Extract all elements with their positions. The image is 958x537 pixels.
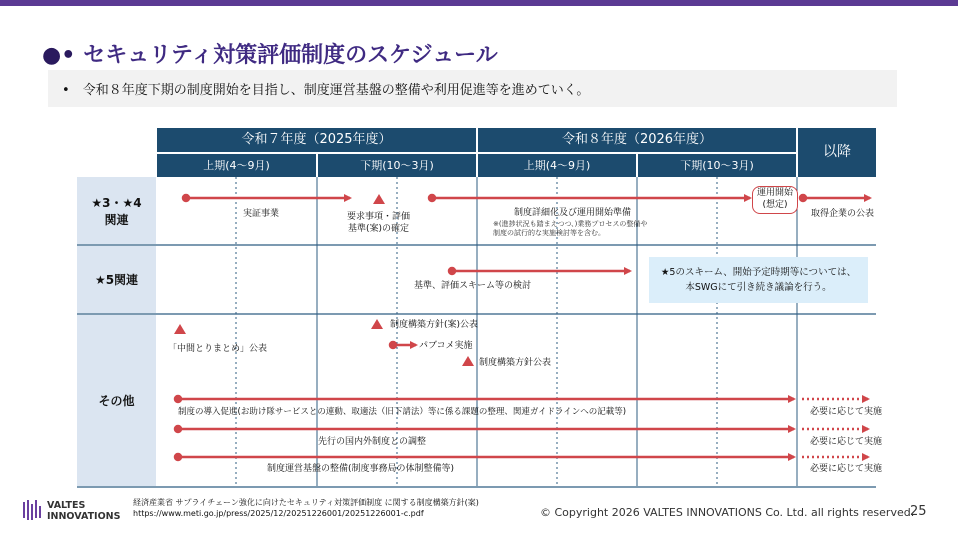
source-citation — [133, 497, 479, 519]
label-line: 基準(案)の確定 — [347, 224, 410, 234]
half-label: 上期(4～9月) — [523, 159, 591, 172]
bubble-line: (想定) — [762, 200, 788, 210]
unyo-start-bubble — [752, 186, 798, 214]
title-bullet: ●• — [42, 43, 76, 68]
label-kokunai: 先行の国内外制度との調整 — [318, 437, 427, 447]
bubble-line: 運用開始 — [756, 188, 793, 198]
arrow-start-dot — [183, 195, 189, 201]
category-label: ★5関連 — [94, 273, 139, 287]
subtitle-bar — [48, 70, 897, 107]
category-other — [77, 315, 156, 486]
after-label: 以降 — [823, 144, 851, 160]
valtes-logo — [22, 498, 42, 526]
subtitle-body: 令和８年度下期の制度開始を目指し、制度運営基盤の整備や利用促進等を進めていく。 — [82, 83, 590, 98]
label-shosai: 制度詳細化及び運用開始準備 — [514, 208, 632, 218]
milestone-triangle — [373, 194, 385, 204]
label-hitsuyo-3: 必要に応じて実施 — [810, 464, 883, 474]
half-2026-h1 — [478, 154, 636, 177]
page-number: 25 — [910, 504, 927, 519]
half-label: 下期(10～3月) — [360, 159, 434, 172]
label-hoshin: 制度構築方針公表 — [479, 358, 552, 368]
source-title: 経済産業省 サプライチェーン強化に向けたセキュリティ対策評価制度 に関する制度構築方針(案) — [133, 498, 479, 507]
title-text: セキュリティ対策評価制度のスケジュール — [83, 43, 498, 68]
category-label: 関連 — [104, 212, 129, 227]
label-pabukome: パブコメ実施 — [419, 341, 473, 351]
label-hitsuyo-2: 必要に応じて実施 — [810, 437, 883, 447]
label-kijun: 基準、評価スキーム等の検討 — [414, 281, 532, 291]
label-hitsuyo-1: 必要に応じて実施 — [810, 407, 883, 417]
note-line: ※(進捗状況も踏まえつつ、)業務プロセスの整備や — [493, 220, 648, 228]
milestone-triangle — [462, 356, 474, 366]
milestone-triangle — [371, 319, 383, 329]
source-url: https://www.meti.go.jp/press/2025/12/20251226001/20251226001-c.pdf — [133, 509, 424, 518]
after-header — [798, 128, 876, 177]
category-label: ★3・★4 — [91, 195, 142, 210]
arrow-start-dot — [429, 195, 435, 201]
arrow-start-dot — [800, 195, 806, 201]
label-yokyu — [347, 211, 410, 235]
note-line: 制度の試行的な実施検討等を含む。 — [493, 229, 605, 237]
subtitle-text — [62, 79, 589, 98]
logo-line: VALTES — [47, 500, 86, 511]
half-2025-h1 — [157, 154, 316, 177]
fy2026-header — [478, 128, 796, 152]
fy2025-header — [157, 128, 476, 152]
label-chukan: 「中間とりまとめ」公表 — [168, 344, 268, 354]
slide-title — [42, 38, 498, 69]
top-accent-bar — [0, 0, 958, 6]
fy2026-label: 令和８年度（2026年度） — [561, 132, 713, 147]
category-label: その他 — [98, 394, 135, 408]
label-hoshin-an: 制度構築方針(案)公表 — [390, 320, 479, 330]
half-2025-h2 — [318, 154, 476, 177]
half-label: 下期(10～3月) — [680, 159, 754, 172]
half-2026-h2 — [638, 154, 796, 177]
half-label: 上期(4～9月) — [203, 159, 270, 172]
label-kiban: 制度運営基盤の整備(制度事務局の体制整備等) — [267, 464, 455, 474]
label-line: 要求事項・評価 — [347, 212, 411, 222]
category-star5 — [77, 246, 156, 313]
label-jissho: 実証事業 — [243, 209, 280, 219]
info-line: ★5のスキーム、開始予定時期等については、 — [660, 267, 857, 278]
label-sokushin: 制度の導入促進(お助け隊サービスとの連動、取適法（旧下請法）等に係る課題の整理、関連ガイドラインへの記載等) — [178, 407, 627, 417]
logo-text — [47, 500, 120, 522]
label-shutoku: 取得企業の公表 — [811, 209, 875, 219]
fy2025-label: 令和７年度（2025年度） — [241, 132, 392, 147]
arrow-start-dot — [175, 426, 181, 432]
subtitle-bullet: • — [62, 83, 70, 98]
copyright: © Copyright 2026 VALTES INNOVATIONS Co. Ltd. all rights reserved. — [540, 506, 915, 519]
star5-info-box — [649, 257, 868, 303]
logo-mark-icon — [22, 498, 42, 522]
logo-line: INNOVATIONS — [47, 511, 121, 522]
arrow-start-dot — [175, 454, 181, 460]
arrow-start-dot — [175, 396, 181, 402]
info-line: 本SWGにて引き続き議論を行う。 — [685, 282, 832, 293]
milestone-triangle — [174, 324, 186, 334]
category-star34 — [77, 177, 156, 244]
arrow-start-dot — [390, 342, 396, 348]
label-shosai-note — [493, 220, 647, 238]
arrow-start-dot — [449, 268, 455, 274]
